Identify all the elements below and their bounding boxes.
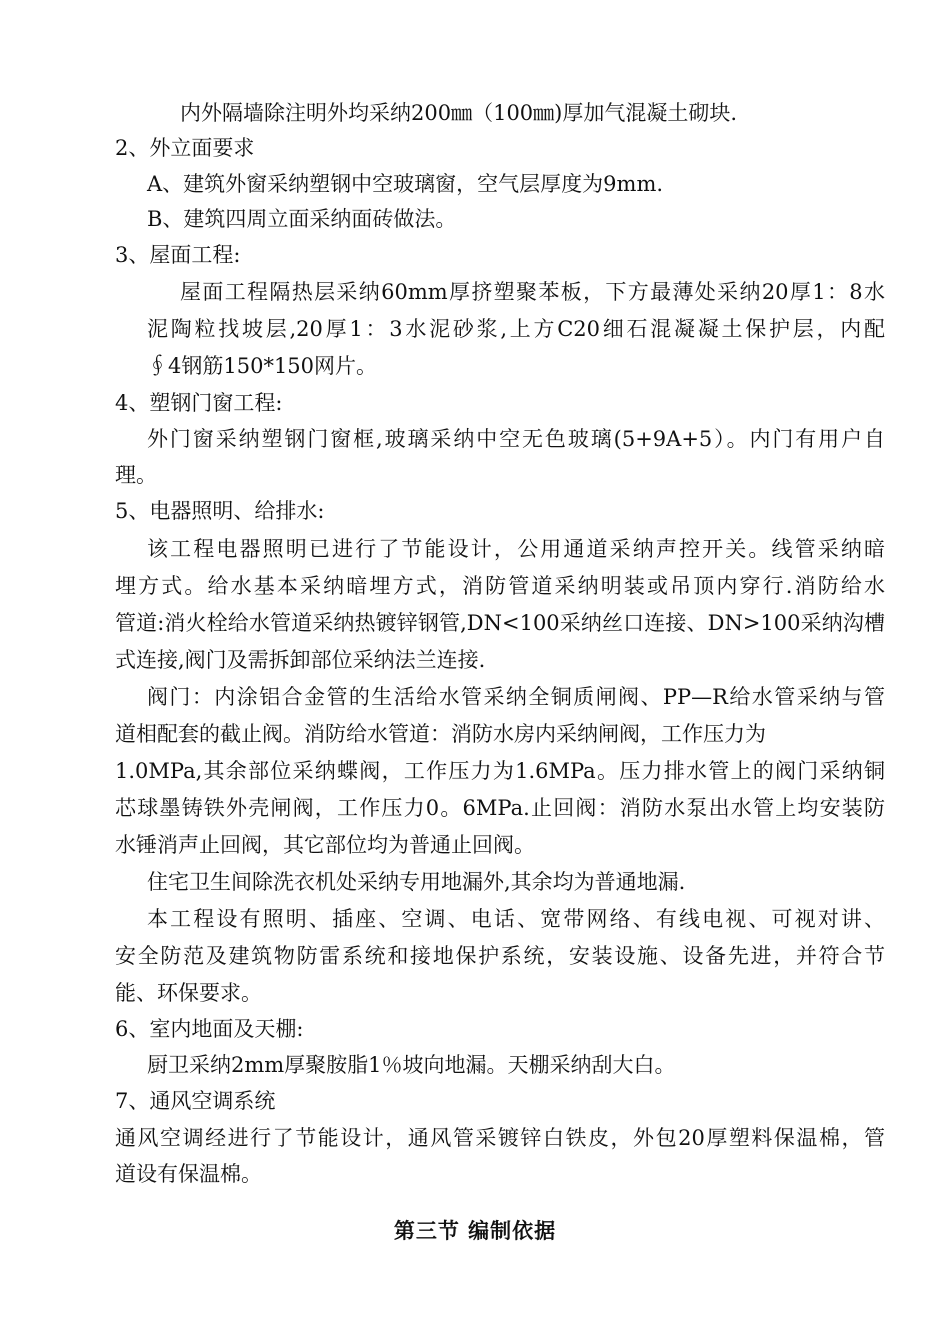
body-line: 式连接,阀门及需拆卸部位采纳法兰连接.: [115, 648, 486, 672]
body-line: ∮4钢筋150*150网片。: [147, 354, 378, 378]
body-line: 外门窗采纳塑钢门窗框,玻璃采纳中空无色玻璃(5+9A+5）。内门有用户自: [147, 427, 885, 451]
body-line: 该工程电器照明已进行了节能设计，公用通道采纳声控开关。线管采纳暗: [147, 537, 885, 561]
section-heading-electrical: 5、电器照明、给排水:: [115, 499, 325, 523]
body-line: 内外隔墙除注明外均采纳200㎜（100㎜)厚加气混凝土砌块.: [180, 101, 738, 125]
body-line: 道设有保温棉。: [115, 1162, 262, 1186]
body-line: 埋方式。给水基本采纳暗埋方式，消防管道采纳明装或吊顶内穿行.消防给水: [115, 574, 885, 598]
body-line: 住宅卫生间除洗衣机处采纳专用地漏外,其余均为普通地漏.: [147, 870, 686, 894]
body-line: 安全防范及建筑物防雷系统和接地保护系统，安装设施、设备先进，并符合节: [115, 944, 885, 968]
body-line: 管道:消火栓给水管道采纳热镀锌钢管,DN<100采纳丝口连接、DN>100采纳沟槽: [115, 611, 885, 635]
body-line: B、建筑四周立面采纳面砖做法。: [147, 207, 457, 231]
body-line: 水锤消声止回阀，其它部位均为普通止回阀。: [115, 833, 535, 857]
body-line: 1.0MPa,其余部位采纳蝶阀，工作压力为1.6MPa。压力排水管上的阀门采纳铜: [115, 759, 885, 783]
body-line: 能、环保要求。: [115, 981, 262, 1005]
body-line: 芯球墨铸铁外壳闸阀，工作压力0。6MPa.止回阀：消防水泵出水管上均安装防: [115, 796, 885, 820]
body-line: 理。: [115, 463, 157, 487]
body-line: 通风空调经进行了节能设计，通风管采镀锌白铁皮，外包20厚塑料保温棉，管: [115, 1126, 885, 1150]
section-heading-roof: 3、屋面工程:: [115, 243, 241, 267]
section-title: 第三节 编制依据: [393, 1219, 557, 1243]
body-line: 屋面工程隔热层采纳60mm厚挤塑聚苯板，下方最薄处采纳20厚1：8水: [180, 280, 885, 304]
body-line: 厨卫采纳2mm厚聚胺脂1％坡向地漏。天棚采纳刮大白。: [147, 1053, 676, 1077]
section-heading-windows: 4、塑钢门窗工程:: [115, 391, 283, 415]
body-line: 阀门：内涂铝合金管的生活给水管采纳全铜质闸阀、PP—R给水管采纳与管: [147, 685, 885, 709]
body-line: A、建筑外窗采纳塑钢中空玻璃窗，空气层厚度为9mm.: [147, 172, 664, 196]
body-line: 道相配套的截止阀。消防给水管道：消防水房内采纳闸阀，工作压力为: [115, 722, 766, 746]
body-line: 泥陶粒找坡层,20厚1：3水泥砂浆,上方C20细石混凝凝土保护层，内配: [147, 317, 885, 341]
section-heading-floors: 6、室内地面及天棚:: [115, 1017, 304, 1041]
body-line: 本工程设有照明、插座、空调、电话、宽带网络、有线电视、可视对讲、: [147, 907, 885, 931]
section-heading-exterior: 2、外立面要求: [115, 136, 255, 160]
section-heading-hvac: 7、通风空调系统: [115, 1089, 276, 1113]
